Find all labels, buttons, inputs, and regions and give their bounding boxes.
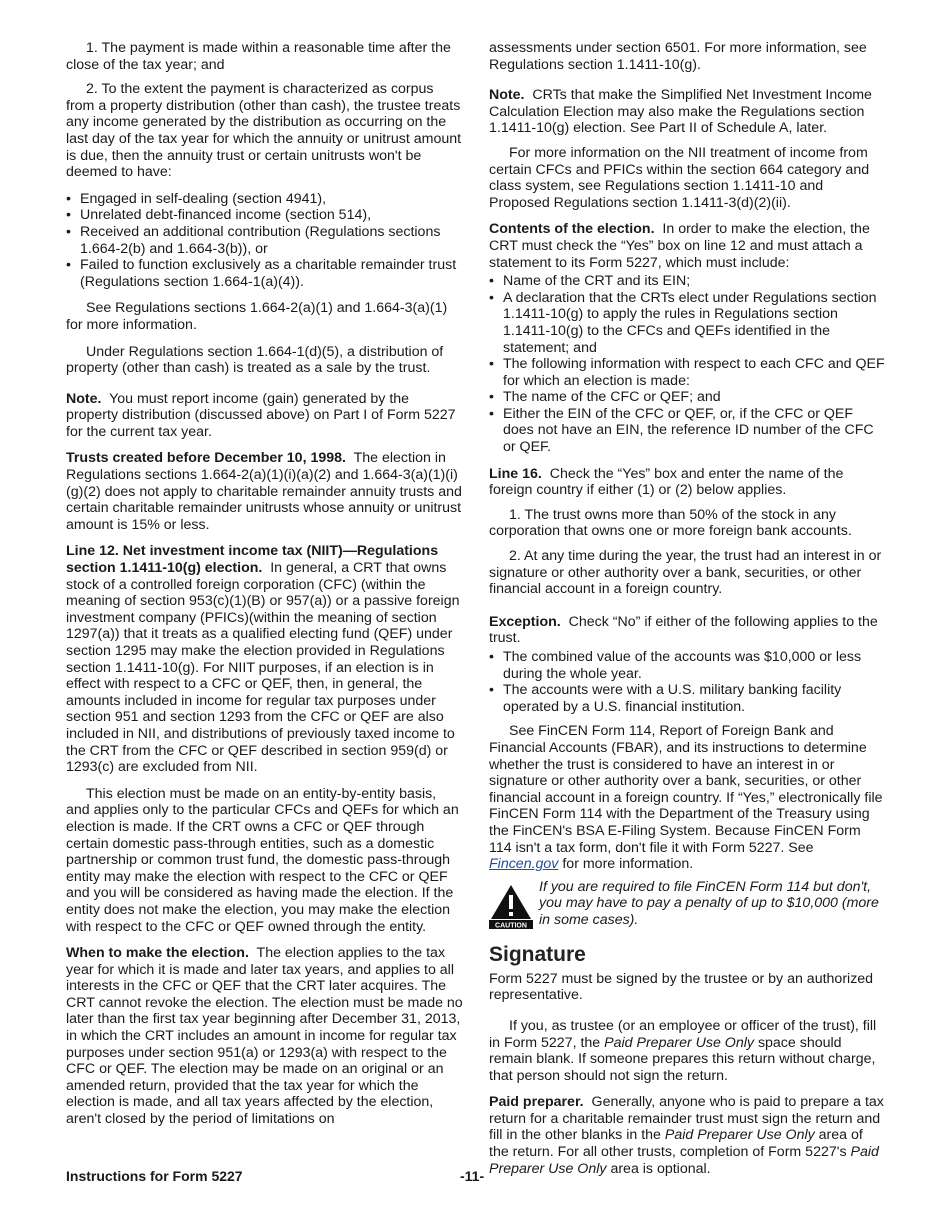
right-column [489, 40, 886, 1187]
fincen-link[interactable]: Fincen.gov [489, 856, 559, 873]
bullet-icon: • [489, 356, 494, 373]
list-item: • Unrelated debt-financed income (section 514), [66, 207, 372, 224]
caution-box [489, 879, 886, 929]
contents-heading: Contents of the election. [489, 221, 655, 238]
bullet-icon: • [489, 405, 494, 422]
paragraph: Under Regulations section 1.664-1(d)(5), a distribution of property (other than cash) is treated as a sale by the trust. [66, 343, 444, 377]
list-item: • The accounts were with a U.S. military banking facility operated by a U.S. financial institution. [489, 682, 842, 715]
caution-icon [489, 883, 533, 929]
note-paragraph: Note. You must report income (gain) generated by the property distribution (discussed above) on Part I of Form 5227 for the current tax year. [66, 390, 456, 440]
trusts-paragraph: Trusts created before December 10, 1998. The election in Regulations sections 1.664-2(a)(1)(i)(a)(2) and 1.664-3(a)(1)(i)(g)(2) does not apply to charitable remainder annuity trusts and certain charitable remainder unitrusts whose annuity or unitrust amount is 15% or less. [66, 450, 462, 533]
note-label: Note. [489, 87, 525, 104]
paragraph: assessments under section 6501. For more information, see Regulations section 1.1411-10(g). [489, 40, 867, 73]
list-item: • Name of the CRT and its EIN; [489, 273, 691, 290]
note-paragraph: Note. CRTs that make the Simplified Net Investment Income Calculation Election may also make the Regulations section 1.1411-10(g) election. See Part II of Schedule A, later. [489, 87, 872, 137]
footer-page-number: -11- [460, 1168, 485, 1184]
bullet-icon: • [66, 207, 71, 224]
exception-heading: Exception. [489, 613, 561, 630]
paragraph: This election must be made on an entity-by-entity basis, and applies only to the particular CFCs and QEFs for which an election is made. If the CRT owns a CFC or QEF through certain domestic pass-through entities, such as a domestic partnership or common trust fund, the domestic pass-through entity may make the election with respect to the CFC or QEF and you will be considered as having made the election. If the entity does not make the election, you may make the election with respect to the CFC or QEF owned through the entity. [66, 785, 459, 935]
caution-label: CAUTION [495, 922, 527, 929]
bullet-icon: • [489, 682, 494, 699]
when-paragraph: When to make the election. The election applies to the tax year for which it is made and later tax years, and applies to all interests in the CFC or QEF that the CRT later acquires. The CRT cannot revoke the election. The election must be made no later than the first tax year beginning after December 31, 2013, in which the CRT includes an amount in income for regular tax purposes under section 951(a) or 1293(a) with respect to the CFC or QEF. The election may be made on an original or an amended return, provided that the tax year for which the election is made, and all tax years affected by the election, aren't closed by the period of limitations on [66, 945, 463, 1128]
list-item: • Either the EIN of the CFC or QEF, or, if the CFC or QEF does not have an EIN, the reference ID number of the CFC or QEF. [489, 405, 874, 456]
contents-paragraph: Contents of the election. In order to make the election, the CRT must check the “Yes” box on line 12 and must attach a statement to its Form 5227, which must include: [489, 221, 870, 271]
bullet-icon: • [66, 257, 71, 274]
list-item: • The following information with respect to each CFC and QEF for which an election is made: [489, 356, 885, 389]
footer-form-title: Instructions for Form 5227 [66, 1168, 243, 1184]
paragraph: See Regulations sections 1.664-2(a)(1) and 1.664-3(a)(1) for more information. [66, 300, 448, 333]
list-item: • Received an additional contribution (Regulations sections 1.664-2(b) and 1.664-3(b)), or [66, 223, 441, 257]
list-item: • A declaration that the CRTs elect under Regulations section 1.1411-10(g) to apply the rules in Regulations section 1.1411-10(g) to the CFCs and QEFs identified in the statement; and [489, 289, 877, 356]
paragraph: For more information on the NII treatment of income from certain CFCs and PFICs within the section 664 category and class system, see Regulations section 1.1411-10 and Proposed Regulations section 1.1411-3(d)(2)(ii). [489, 144, 870, 211]
bullet-icon: • [489, 649, 494, 665]
paragraph: If you, as trustee (or an employee or officer of the trust), fill in Form 5227, the Paid Preparer Use Only space should remain blank. If someone prepares this return without charge, that person should not sign the return. [489, 1017, 877, 1084]
bullet-list [489, 273, 886, 456]
line12-heading: Line 12. Net investment income tax (NIIT)—Regulations section 1.1411-10(g) election. [66, 543, 439, 577]
caution-text: If you are required to file FinCEN Form 114 but don't, you may have to pay a penalty of up to $10,000 (more in some cases). [539, 878, 879, 928]
list-item: • Engaged in self-dealing (section 4941), [66, 190, 327, 207]
list-item: • Failed to function exclusively as a charitable remainder trust (Regulations section 1.664-1(a)(4)). [66, 257, 457, 290]
signature-heading: Signature [489, 942, 586, 966]
when-heading: When to make the election. [66, 945, 249, 962]
line12-paragraph: Line 12. Net investment income tax (NIIT)—Regulations section 1.1411-10(g) election. In general, a CRT that owns stock of a controlled foreign corporation (CFC) (within the meaning of section 953(c)(1)(B) or 957(a)) or a passive foreign investment company (PFICs)(within the meaning of section 1297(a)) that it treats as a qualified electing fund (QEF) under section 1295 may make the election provided in Regulations section 1.1411-10(g). For NIIT purposes, if an election is in effect with respect to a CFC or QEF, then, in general, the amounts included in income for regular tax purposes under section 951 and section 1293 from the CFC or QEF are also included in NII, and distributions of previously taxed income to the CRT from the CFC or QEF described in section 959(d) or 1293(c) are excluded from NII. [66, 543, 460, 776]
paragraph: 2. To the extent the payment is characterized as corpus from a property distribution (other than cash), the trustee treats any income generated by the distribution as occurring on the last day of the tax year for which the annuity or unitrust amount is due, then the annuity trust or certain unitrusts won't be deemed to have: [66, 81, 462, 181]
bullet-icon: • [66, 190, 71, 207]
paragraph: 1. The payment is made within a reasonable time after the close of the tax year; and [66, 40, 451, 73]
exception-paragraph: Exception. Check “No” if either of the following applies to the trust. [489, 613, 878, 647]
exception-list [489, 649, 886, 715]
paid-preparer-paragraph: Paid preparer. Generally, anyone who is paid to prepare a tax return for a charitable remainder trust must sign the return and fill in the other blanks in the Paid Preparer Use Only area of the return. For all other trusts, completion of Form 5227's Paid Preparer Use Only area is optional. [489, 1094, 884, 1177]
paragraph: 2. At any time during the year, the trust had an interest in or signature or other authority over a bank, securities, or other financial account in a foreign country. [489, 548, 882, 598]
left-column [66, 40, 463, 1138]
line16-heading: Line 16. [489, 465, 542, 482]
paragraph: Form 5227 must be signed by the trustee or by an authorized representative. [489, 970, 874, 1004]
paragraph: 1. The trust owns more than 50% of the stock in any corporation that owns one or more foreign bank accounts. [489, 506, 852, 540]
list-item: • The combined value of the accounts was $10,000 or less during the whole year. [489, 649, 862, 682]
line16-paragraph: Line 16. Check the “Yes” box and enter the name of the foreign country if either (1) or (2) below applies. [489, 465, 844, 499]
trusts-heading: Trusts created before December 10, 1998. [66, 450, 346, 467]
bullet-icon: • [66, 223, 71, 240]
list-item: • The name of the CFC or QEF; and [489, 389, 721, 406]
bullet-icon: • [489, 289, 494, 306]
bullet-icon: • [489, 273, 494, 290]
bullet-list [66, 191, 463, 291]
fincen-paragraph: See FinCEN Form 114, Report of Foreign Bank and Financial Accounts (FBAR), and its instructions to determine whether the trust is considered to have an interest in or signature or other authority over a bank, securities, or other financial account in a foreign country. If “Yes,” electronically file FinCEN Form 114 with the Department of the Treasury using the FinCEN's BSA E-Filing System. Because FinCEN Form 114 isn't a tax form, don't file it with Form 5227. See Fincen.gov for more information. [489, 723, 883, 873]
note-label: Note. [66, 390, 102, 407]
bullet-icon: • [489, 389, 494, 406]
paid-preparer-heading: Paid preparer. [489, 1094, 584, 1111]
